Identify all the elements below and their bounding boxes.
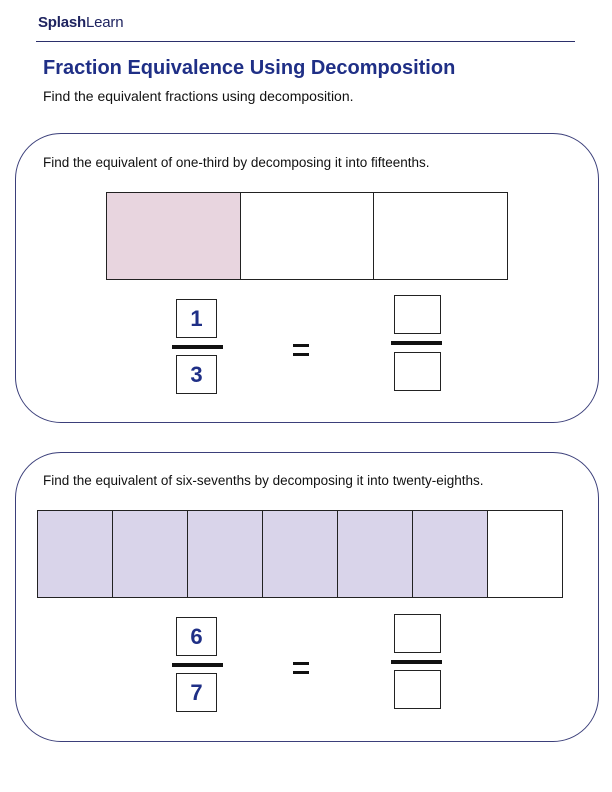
problem-2-numerator-box: 6 bbox=[176, 617, 217, 656]
worksheet-instructions: Find the equivalent fractions using decomposition. bbox=[43, 88, 354, 104]
problem-1-answer-numerator-box[interactable] bbox=[394, 295, 441, 334]
problem-1-denominator-box: 3 bbox=[176, 355, 217, 394]
problem-1-answer-fraction-line bbox=[391, 341, 442, 345]
shaded-part bbox=[188, 511, 263, 597]
problem-2-equals-sign bbox=[293, 662, 309, 678]
problem-1-answer-denominator-box[interactable] bbox=[394, 352, 441, 391]
problem-1-equals-sign bbox=[293, 344, 309, 360]
problem-1-fraction-line bbox=[172, 345, 223, 349]
problem-2-fraction-line bbox=[172, 663, 223, 667]
unshaded-part bbox=[488, 511, 562, 597]
problem-1-fraction-bar bbox=[106, 192, 508, 280]
problem-2-fraction-bar bbox=[37, 510, 563, 598]
shaded-part bbox=[38, 511, 113, 597]
unshaded-part bbox=[241, 193, 375, 279]
shaded-part bbox=[107, 193, 241, 279]
problem-2-denominator-box: 7 bbox=[176, 673, 217, 712]
shaded-part bbox=[263, 511, 338, 597]
problem-2-answer-numerator-box[interactable] bbox=[394, 614, 441, 653]
problem-1-prompt: Find the equivalent of one-third by decomposing it into fifteenths. bbox=[43, 155, 430, 170]
problem-2-prompt: Find the equivalent of six-sevenths by decomposing it into twenty-eighths. bbox=[43, 473, 484, 488]
shaded-part bbox=[338, 511, 413, 597]
problem-1-numerator-box: 1 bbox=[176, 299, 217, 338]
shaded-part bbox=[413, 511, 488, 597]
shaded-part bbox=[113, 511, 188, 597]
unshaded-part bbox=[374, 193, 507, 279]
problem-2-answer-denominator-box[interactable] bbox=[394, 670, 441, 709]
problem-2-answer-fraction-line bbox=[391, 660, 442, 664]
worksheet-title: Fraction Equivalence Using Decomposition bbox=[43, 57, 456, 79]
header-divider bbox=[36, 41, 575, 42]
splashlearn-logo: SplashLearn bbox=[38, 14, 124, 31]
